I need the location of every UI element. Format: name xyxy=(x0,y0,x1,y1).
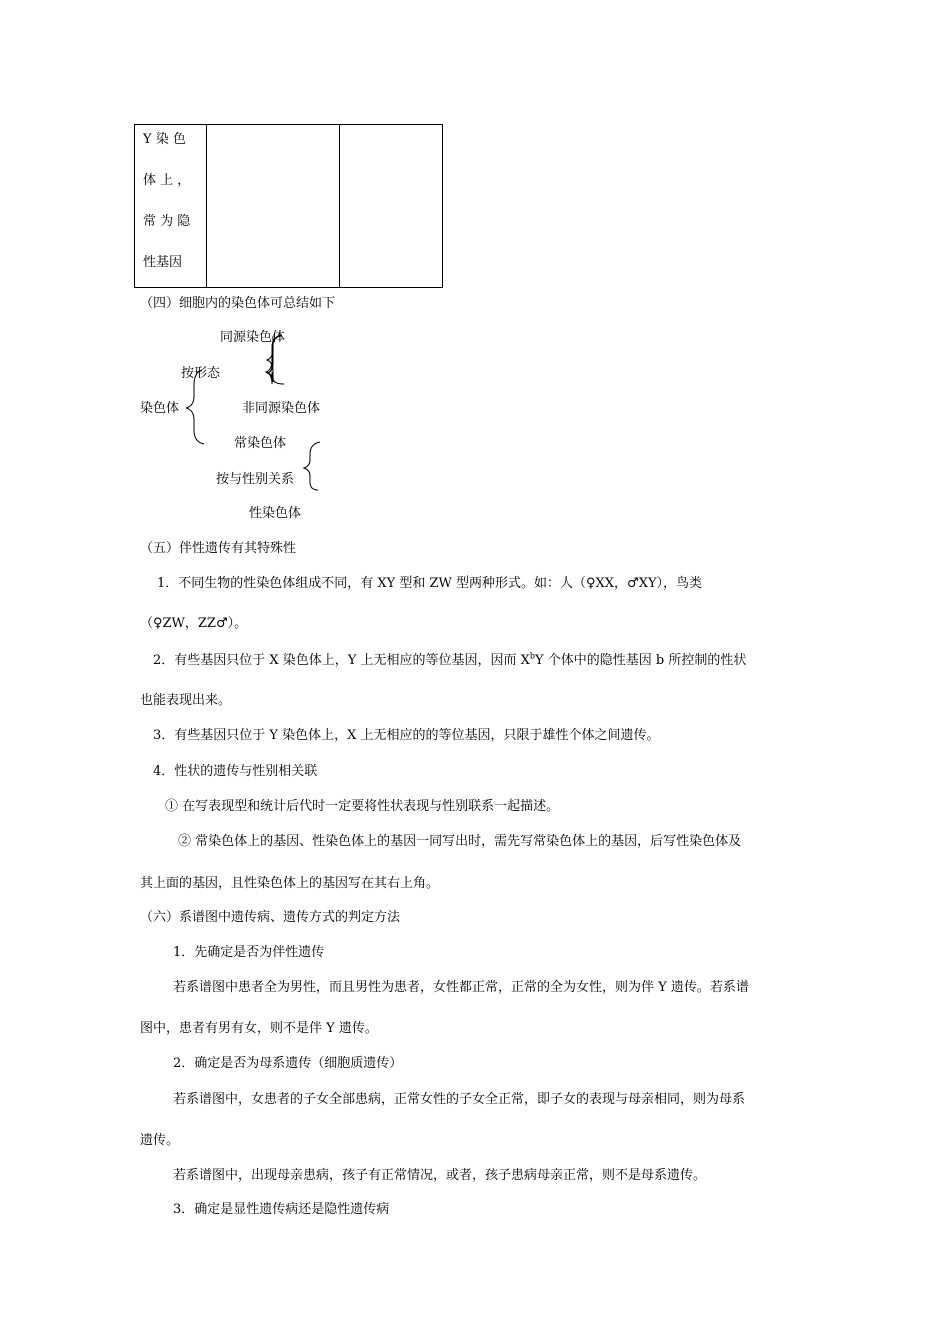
table-cell-line: 体 上 ， xyxy=(143,173,191,188)
table-cell-y-chromosome xyxy=(135,125,207,288)
label-non-homologous: 非同源染色体 xyxy=(242,401,321,416)
section6-s1: 1．先确定是否为伴性遗传 xyxy=(173,945,325,960)
section5-p4: 4．性状的遗传与性别相关联 xyxy=(153,764,318,779)
section6-s2: 2．确定是否为母系遗传（细胞质遗传） xyxy=(173,1056,403,1071)
section6-s2-p2: 若系谱图中，出现母亲患病，孩子有正常情况，或者，孩子患病母亲正常，则不是母系遗传。 xyxy=(173,1168,707,1183)
section6-s1-p-line2: 图中，患者有男有女，则不是伴 Y 遗传。 xyxy=(140,1021,378,1036)
section5-p2-superscript: b xyxy=(529,651,536,661)
section4-heading: （四）细胞内的染色体可总结如下 xyxy=(140,296,336,311)
section5-p2-line1 xyxy=(153,649,746,668)
section5-p3: 3．有些基因只位于 Y 染色体上，X 上无相应的的等位基因，只限于雄性个体之间遗传。 xyxy=(153,728,660,743)
table-cell-line: Y 染 色 xyxy=(143,132,186,147)
section5-p1-line1: 1．不同生物的性染色体组成不同，有 XY 型和 ZW 型两种形式。如：人（♀XX，♂XY），鸟类 xyxy=(157,576,703,591)
section5-p2-line2: 也能表现出来。 xyxy=(140,693,232,708)
section5-p4-1: ① 在写表现型和统计后代时一定要将性状表现与性别联系一起描述。 xyxy=(165,799,560,814)
label-chromosome-root: 染色体 xyxy=(140,401,180,416)
brace-lines xyxy=(180,330,320,500)
section6-s2-p-line1: 若系谱图中，女患者的子女全部患病，正常女性的子女全正常，即子女的表现与母亲相同，则为母系 xyxy=(173,1092,746,1107)
label-by-shape: 按形态 xyxy=(181,366,221,381)
brace-shape-lower xyxy=(266,336,286,386)
section6-heading: （六）系谱图中遗传病、遗传方式的判定方法 xyxy=(140,910,401,925)
section5-p4-2-line1: ② 常染色体上的基因、性染色体上的基因一同写出时，需先写常染色体上的基因，后写性染色体及 xyxy=(178,834,742,849)
brace-sex xyxy=(304,442,320,490)
table-cell-line: 性基因 xyxy=(143,255,183,270)
table-cell-empty xyxy=(340,125,443,288)
section5-p1-line2: （♀ZW，ZZ♂）。 xyxy=(140,616,248,631)
table-row xyxy=(135,125,443,288)
section5-p2-text-a: 2．有些基因只位于 X 染色体上，Y 上无相应的等位基因，因而 X xyxy=(153,653,530,668)
section5-p2-text-b: Y 个体中的隐性基因 b 所控制的性状 xyxy=(535,653,747,668)
chromosome-table xyxy=(134,124,443,288)
label-by-sex: 按与性别关系 xyxy=(216,472,295,487)
table-cell-empty xyxy=(207,125,340,288)
table-cell-line: 常 为 隐 xyxy=(143,214,191,229)
section5-heading: （五）伴性遗传有其特殊性 xyxy=(140,541,297,556)
label-autosome: 常染色体 xyxy=(234,436,287,451)
section6-s2-p-line2: 遗传。 xyxy=(140,1133,180,1148)
section6-s1-p-line1: 若系谱图中患者全为男性，而且男性为患者，女性都正常，正常的全为女性，则为伴 Y 遗传。若系谱 xyxy=(173,980,749,995)
table-cell-text xyxy=(135,119,206,283)
brace-root xyxy=(186,370,204,444)
section6-s3: 3．确定是显性遗传病还是隐性遗传病 xyxy=(173,1202,390,1217)
label-sex-chromosome: 性染色体 xyxy=(249,506,302,521)
section5-p4-2-line2: 其上面的基因，且性染色体上的基因写在其右上角。 xyxy=(140,876,440,891)
label-homologous: 同源染色体 xyxy=(220,330,286,345)
